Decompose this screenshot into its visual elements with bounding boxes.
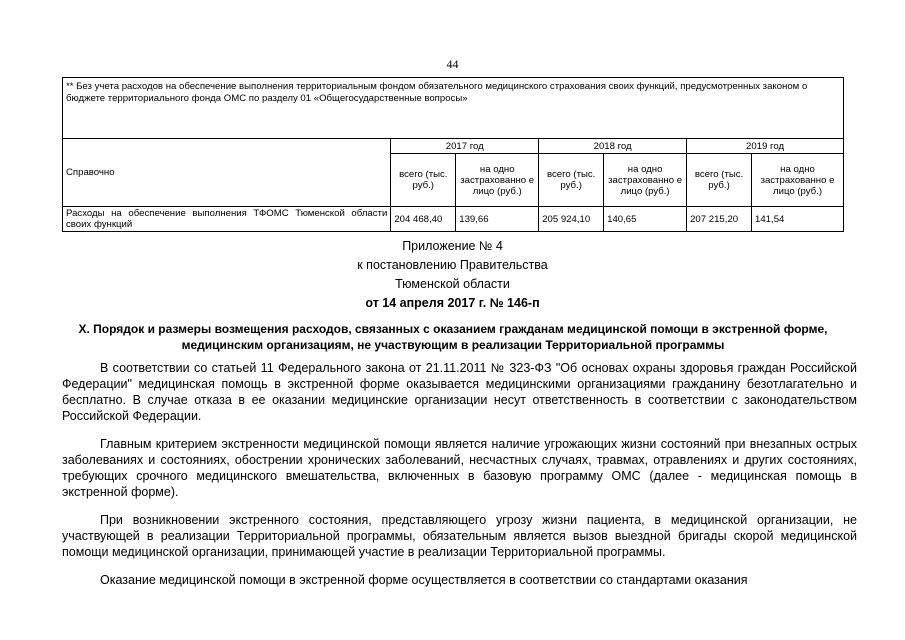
paragraph: При возникновении экстренного состояния, представляющего угрозу жизни пациента, в медицинской организации, не участвующей в реализации Территориальной программы, обязательным является вызов выездной бригады скорой медицинской помощи медицинской организации, принимающей участие в реализации Территориальной программы.: [62, 513, 857, 559]
subheader-per-person: на одно застрахованно е лицо (руб.): [456, 154, 539, 207]
subheader-total: всего (тыс. руб.): [391, 154, 456, 207]
value-cell: 204 468,40: [391, 207, 456, 232]
row-label: Расходы на обеспечение выполнения ТФОМС Тюменской области своих функций: [63, 207, 391, 232]
subheader-total: всего (тыс. руб.): [687, 154, 752, 207]
subheader-per-person: на одно застрахованно е лицо (руб.): [752, 154, 844, 207]
section-title: X. Порядок и размеры возмещения расходов, связанных с оказанием гражданам медицинской помощи в экстренной форме, медицинским организациям, не участвующим в реализации Территориальной программы: [78, 322, 828, 352]
page-number: 44: [446, 57, 459, 71]
reference-table: [62, 138, 844, 232]
footnote-box: [62, 77, 844, 138]
body-text: [62, 360, 857, 600]
value-cell: 140,65: [604, 207, 687, 232]
appendix-date: от 14 апреля 2017 г. № 146-п: [365, 296, 540, 310]
paragraph: В соответствии со статьей 11 Федерального закона от 21.11.2011 № 323-ФЗ "Об основах охраны здоровья граждан Российской Федерации" медицинская помощь в экстренной форме оказывается медицинскими организациями гражданину безотлагательно и бесплатно. В случае отказа в ее оказании медицинские организации несут ответственность в соответствии с законодательством Российской Федерации.: [62, 361, 857, 423]
value-cell: 207 215,20: [687, 207, 752, 232]
value-cell: 139,66: [456, 207, 539, 232]
year-header: 2017 год: [391, 139, 539, 154]
table-row: [63, 207, 844, 232]
paragraph: Главным критерием экстренности медицинской помощи является наличие угрожающих жизни состояний при внезапных острых заболеваниях и состояниях, обострении хронических заболеваний, несчастных случаях, травмах, отравлениях и других состояниях, требующих срочного медицинского вмешательства, включенных в базовую программу ОМС (далее - медицинская помощь в экстренной форме).: [62, 437, 857, 499]
row-header-cell: Справочно: [63, 139, 391, 207]
appendix-header: [0, 237, 905, 313]
year-header: 2018 год: [539, 139, 687, 154]
subheader-total: всего (тыс. руб.): [539, 154, 604, 207]
appendix-line: к постановлению Правительства: [357, 258, 548, 272]
paragraph: Оказание медицинской помощи в экстренной форме осуществляется в соответствии со стандартами оказания: [100, 573, 748, 587]
subheader-per-person: на одно застрахованно е лицо (руб.): [604, 154, 687, 207]
value-cell: 141,54: [752, 207, 844, 232]
footnote-text: ** Без учета расходов на обеспечение выполнения территориальным фондом обязательного медицинского страхования своих функций, предусмотренных законом о бюджете территориального фонда ОМС по разделу 01 «Общегосударственные вопросы»: [66, 81, 808, 104]
appendix-line: Тюменской области: [395, 277, 510, 291]
year-header: 2019 год: [687, 139, 844, 154]
table-row-years: [63, 139, 844, 154]
appendix-line: Приложение № 4: [402, 239, 503, 253]
value-cell: 205 924,10: [539, 207, 604, 232]
